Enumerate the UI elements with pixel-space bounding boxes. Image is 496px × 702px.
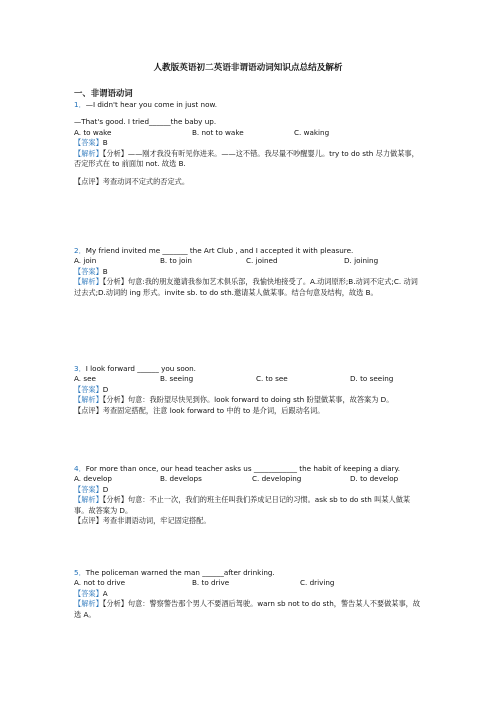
answer-tag: 【答案】 <box>74 484 103 494</box>
analysis-text: 【分析】句意：我盼望尽快见到你。look forward to doing sth 盼望做某事，故答案为 D。 <box>102 395 394 405</box>
option-a: A. to wake <box>74 127 112 137</box>
comment-tag: 【点评】 <box>74 176 103 186</box>
question-number: 3． <box>74 364 86 373</box>
analysis-tag: 【解析】 <box>74 495 103 505</box>
question-number: 5． <box>74 568 86 577</box>
analysis-tag: 【解析】 <box>74 599 103 609</box>
comment-tag: 【点评】 <box>74 405 103 415</box>
analysis-tag: 【解析】 <box>74 395 103 405</box>
answer-value: B <box>102 138 108 148</box>
question-number: 2． <box>74 246 86 255</box>
answer-value: B <box>102 266 108 276</box>
option-c: C. driving <box>300 578 335 588</box>
option-c: C. developing <box>252 474 302 484</box>
analysis-text: 【分析】句意：警察警告那个男人不要酒后驾驶。warn sb not to do sth，警告某人不要做某事，故选 A。 <box>74 599 421 619</box>
question-stem: I look forward ______ you soon. <box>85 364 196 373</box>
option-b: B. seeing <box>160 374 194 384</box>
answer-value: A <box>102 588 108 598</box>
option-a: A. join <box>74 256 97 266</box>
analysis-tag: 【解析】 <box>74 148 103 158</box>
answer-tag: 【答案】 <box>74 138 103 148</box>
comment-text: 考查非谓语动词，牢记固定搭配。 <box>102 516 211 526</box>
option-b: B. develops <box>160 474 202 484</box>
analysis-text: 【分析】句意:我的朋友邀请我参加艺术俱乐部，我愉快地接受了。A.动词原形;B.动词不定式;C. 动词过去式;D.动词的 ing 形式。invite sb. to do sth.邀请某人做某事。结合句意及结构，故选 B。 <box>74 277 418 297</box>
comment-text: 考查固定搭配，注意 look forward to 中的 to 是介词，后跟动名词。 <box>102 405 325 415</box>
comment-text: 考查动词不定式的否定式。 <box>102 176 190 186</box>
option-b: B. not to wake <box>192 127 244 137</box>
option-d: D. to seeing <box>350 374 394 384</box>
answer-value: D <box>102 484 109 494</box>
options-row <box>74 374 422 384</box>
question-4 <box>74 464 422 527</box>
analysis-tag: 【解析】 <box>74 277 103 287</box>
options-row <box>74 578 422 588</box>
question-stem: For more than once, our head teacher asks us ____________ the habit of keeping a diary. <box>85 464 401 473</box>
question-5 <box>74 568 422 620</box>
question-number: 1． <box>74 100 86 109</box>
answer-value: D <box>102 384 109 394</box>
option-c: C. to see <box>256 374 288 384</box>
option-a: A. not to drive <box>74 578 126 588</box>
question-stem: My friend invited me _______ the Art Club , and I accepted it with pleasure. <box>85 246 354 255</box>
comment-tag: 【点评】 <box>74 516 103 526</box>
question-stem: —I didn't hear you come in just now. <box>85 100 217 109</box>
analysis-text: 【分析】——刚才我没有听见你进来。——这不错。我尽量不吵醒婴儿。try to do sth 尽力做某事，否定形式在 to 前面加 not. 故选 B. <box>74 148 419 169</box>
options-row <box>74 474 422 484</box>
question-2 <box>74 246 422 298</box>
question-3 <box>74 364 422 416</box>
option-a: A. develop <box>74 474 112 484</box>
option-b: B. to join <box>160 256 192 266</box>
option-a: A. see <box>74 374 96 384</box>
analysis-text: 【分析】句意：不止一次，我们的班主任叫我们养成记日记的习惯。ask sb to do sth 叫某人做某事。故答案为 D。 <box>74 495 411 515</box>
answer-tag: 【答案】 <box>74 588 103 598</box>
option-d: D. joining <box>344 256 379 266</box>
answer-tag: 【答案】 <box>74 384 103 394</box>
options-row <box>74 256 422 266</box>
answer-tag: 【答案】 <box>74 266 103 276</box>
section-heading: 一、非谓语动词 <box>74 88 133 98</box>
options-row <box>74 128 422 138</box>
question-stem: The policeman warned the man ______after drinking. <box>85 568 275 577</box>
option-d: D. to develop <box>350 474 399 484</box>
document-title: 人教版英语初二英语非谓语动词知识点总结及解析 <box>153 63 343 73</box>
option-b: B. to drive <box>192 578 230 588</box>
question-1 <box>74 100 422 187</box>
question-stem-reply: —That's good. I tried______the baby up. <box>74 117 217 127</box>
question-number: 4． <box>74 464 86 473</box>
option-c: C. waking <box>294 127 330 137</box>
option-c: C. joined <box>246 256 278 266</box>
